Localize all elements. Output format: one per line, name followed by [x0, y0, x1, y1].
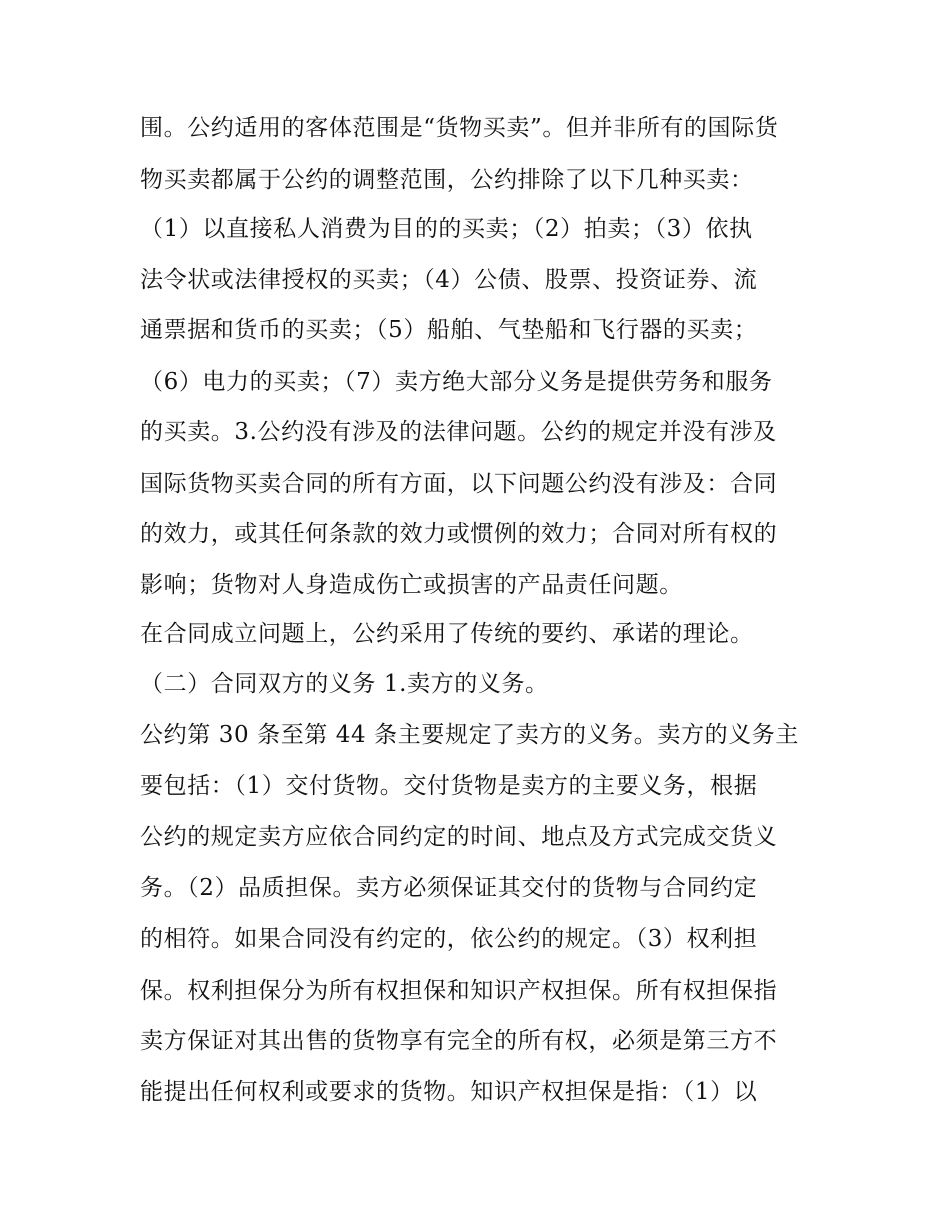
text-line: （6）电力的买卖；（7）卖方绝大部分义务是提供劳务和服务 [140, 369, 773, 395]
text-line: 物买卖都属于公约的调整范围，公约排除了以下几种买卖： [140, 167, 754, 193]
text-line: 能提出任何权利或要求的货物。知识产权担保是指：（1）以 [140, 1079, 758, 1105]
text-line: （二）合同双方的义务 1.卖方的义务。 [140, 671, 549, 697]
text-line: 的效力，或其任何条款的效力或惯例的效力；合同对所有权的 [140, 521, 778, 547]
text-line: 围。公约适用的客体范围是“货物买卖”。但并非所有的国际货 [140, 115, 779, 141]
text-line: 卖方保证对其出售的货物享有完全的所有权，必须是第三方不 [140, 1028, 778, 1054]
text-line: 在合同成立问题上，公约采用了传统的要约、承诺的理论。 [140, 621, 754, 647]
text-line: （1）以直接私人消费为目的的买卖；（2）拍卖；（3）依执 [140, 216, 753, 242]
text-line: 保。权利担保分为所有权担保和知识产权担保。所有权担保指 [140, 978, 778, 1004]
text-line: 公约的规定卖方应依合同约定的时间、地点及方式完成交货义 [140, 824, 778, 850]
text-line: 的买卖。3.公约没有涉及的法律问题。公约的规定并没有涉及 [140, 419, 777, 445]
text-line: 公约第 30 条至第 44 条主要规定了卖方的义务。卖方的义务主 [140, 722, 799, 748]
text-line: 通票据和货币的买卖；（5）船舶、气垫船和飞行器的买卖； [140, 317, 758, 343]
text-line: 影响；货物对人身造成伤亡或损害的产品责任问题。 [140, 572, 683, 598]
text-line: 要包括：（1）交付货物。交付货物是卖方的主要义务，根据 [140, 773, 758, 799]
text-line: 法令状或法律授权的买卖；（4）公债、股票、投资证券、流 [140, 267, 758, 293]
text-line: 国际货物买卖合同的所有方面，以下问题公约没有涉及：合同 [140, 471, 778, 497]
text-line: 的相符。如果合同没有约定的，依公约的规定。（3）权利担 [140, 926, 758, 952]
text-line: 务。（2）品质担保。卖方必须保证其交付的货物与合同约定 [140, 875, 758, 901]
